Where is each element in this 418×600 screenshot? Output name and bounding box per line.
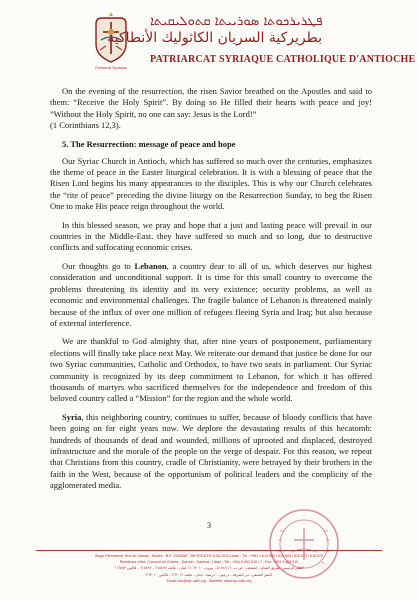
paragraph-syria-text: , this neighboring country, continues to suffer, because of bloody conflicts that have been going on for eight years now. We deplore the devastating results of this hecatomb: hundreds of thousands of dead and wounded, millions of uprooted and displaced, destroyed infrastructure and the morale of the people on the verge of despair. For this reason, we repeat that Christians from this country, cradle of Christianity, were betrayed by their brothers in the faith in the West, because of the opportunism of political leaders and the complicity of the agglomerated media. (50, 411, 372, 491)
footer (20, 553, 398, 584)
footer-divider (36, 550, 382, 551)
letterhead (0, 0, 418, 82)
letter-body (50, 86, 372, 499)
paragraph-blessed-season: In this blessed season, we pray and hope that a just and lasting peace will prevail in our countries in the Middle-East. they have suffered so much and so long, due to destructive conflicts and suffocating economic crises. (50, 219, 372, 253)
footer-permanent-seat-arabic: المقر الرئيسي: طريق الشام - المتحف - ص.ب. ٥٠٨٧/١١٦ - بيروت ١١٠٦٢٠١٠ لبنان - هاتف ٦١٥٨٩٢ - ٦١٥٨٩٣ - فاكس ٦١٦٥٧٣ (114, 566, 304, 571)
footer-permanent-seat: Siège Permanent: Rue de Damas - Musée - B.P. 116/5087 - BEYROUTH 1106-2010 Liban - Tél : +961 1 615 892 / 615 893 / 616 573 / 616 573 (95, 554, 323, 558)
paragraph-holy-spirit: On the evening of the resurrection, the risen Savior breathed on the Apostles and said to them: “Receive the Holy Spirit”. By doing so He filled their hearts with peace and joy! ”Without the Holy Spirit, no one can say: Jesus is the Lord!” (50, 86, 372, 119)
footer-summer-residence: Résidence d'été: Couvent de Charfet - Daroun - Harissa - Liban - Tél.: +961 9 263 016 / 7 - Fax: +961 9 263 010 (119, 560, 299, 565)
footer-summer-residence-arabic: المقر الصيفي: دير الشرفة - درعون - حريصا - لبنان - هاتف ٢٦٣٠١٦ - فاكس ٢٦٣٠١٠ (146, 572, 272, 577)
syria-bold: Syria (62, 411, 82, 422)
lebanon-bold: Lebanon (134, 260, 167, 271)
paragraph-lebanon-lead: Our thoughts go to (62, 260, 135, 271)
paragraph-syria (50, 412, 372, 492)
scripture-reference: (1 Corinthians 12,3). (50, 120, 121, 131)
page-number: 3 (207, 521, 211, 530)
arabic-institution-name: بطريركية السريان الكاثوليك الأنطاكية (107, 30, 322, 46)
syriac-institution-name: ܦܛܪܝܪܟܘܬܐ ܣܘܪܝܝܬܐ ܩܬܘܠܝܩܝܬܐ (150, 14, 323, 29)
french-institution-name: PATRIARCAT SYRIAQUE CATHOLIQUE D'ANTIOCHE (150, 54, 416, 65)
footer-contact: Email: info@syr-cath.org - Website: www.syr-cath.org (166, 578, 252, 583)
paragraph-elections: We are thankful to God almighty that, after nine years of postponement, parliamentary elections will finally take place next May. We reiterate our demand that justice be done for our two Syriac communities, Catholic and Orthodox, to have two seats in parliament. Our Syriac community is recognized by its deep commitment to Lebanon, for which it has offered thousands of martyrs who sacrificed themselves for the independence and freedom of this beloved country called a “Mission” for the region and the whole world. (50, 336, 372, 404)
paragraph-lebanon-text: , a country dear to all of us, which deserves our highest consideration and unconditional support. It is time for this small country to overcome the problems threatening its identity and its very existence; security problems, as well as economic and environmental challenges. The fragile balance of Lebanon is threatened mainly because of the influx of over one million of refugees fleeing Syria and Iraq; but also because of external interference. (50, 260, 372, 328)
logo-caption: Patriarcat Syriaque (95, 66, 127, 70)
section-heading: 5. The Resurrection: message of peace and hope (62, 138, 236, 149)
paragraph-lebanon (50, 261, 372, 329)
paragraph-syriac-church: Our Syriac Church in Antioch, which has suffered so much over the centuries, emphasizes the theme of peace in the Easter liturgical celebration. It is with a blessing of peace that the Risen Lord begins his many appearances to the disciples. This is why our Church celebrates the “rite of peace” preceding the divine liturgy on the Resurrection Sunday, to beg the Risen One to make His peace reign throughout the world. (50, 155, 372, 212)
